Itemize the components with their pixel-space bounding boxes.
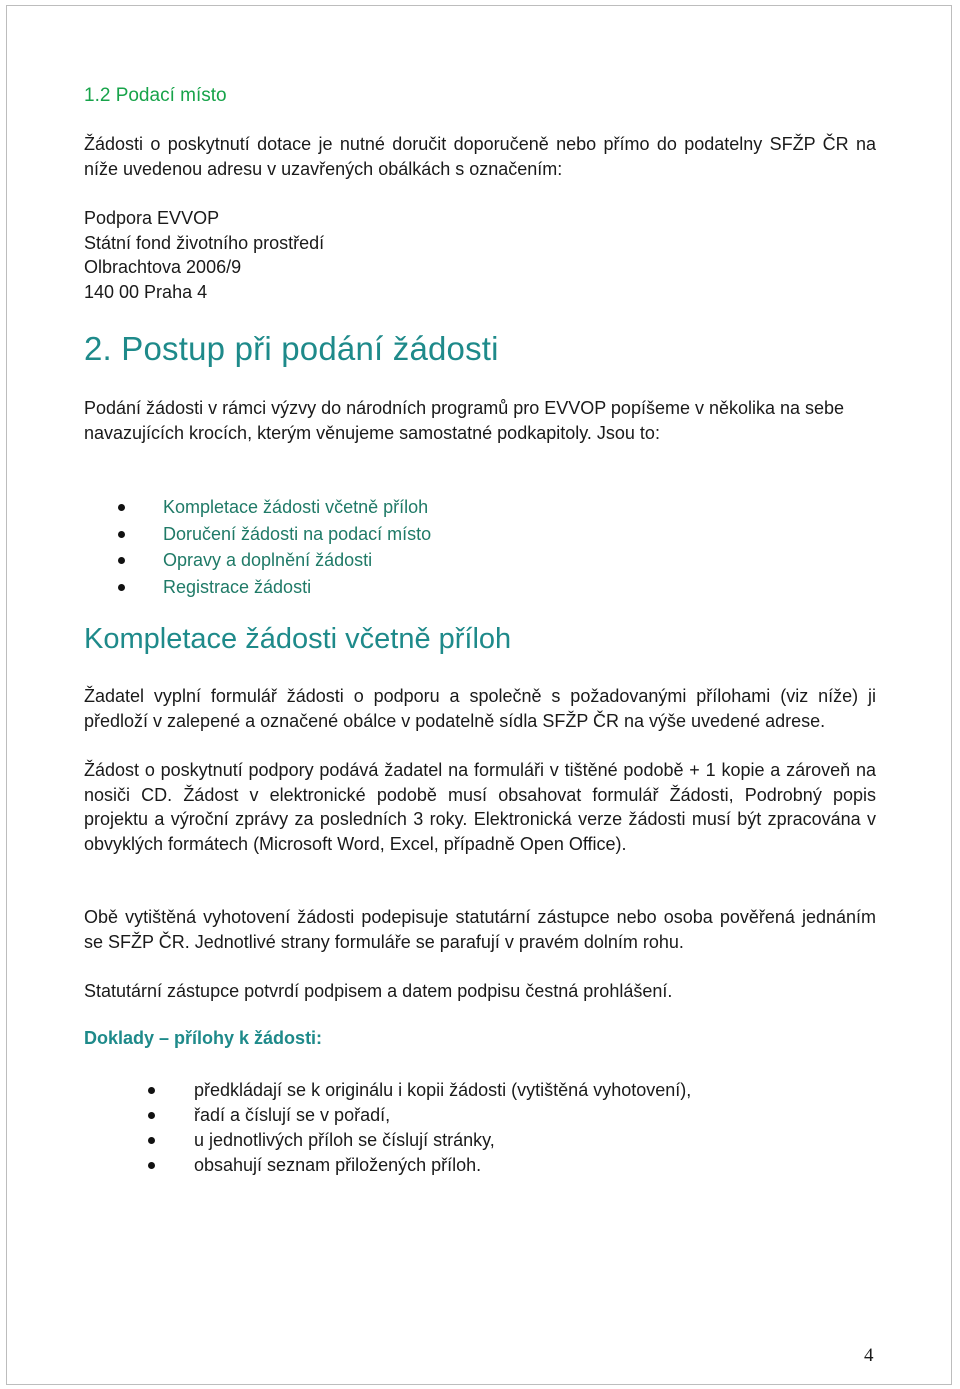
list-item: předkládají se k originálu i kopii žádosti (vytištěná vyhotovení), <box>194 1078 691 1103</box>
section-title-postup: 2. Postup při podání žádosti <box>84 330 499 367</box>
address-line: Olbrachtova 2006/9 <box>84 257 242 277</box>
doklady-list <box>194 1078 691 1178</box>
address-block <box>84 206 324 304</box>
list-item: obsahují seznam přiložených příloh. <box>194 1153 691 1178</box>
podaci-misto-intro: Žádosti o poskytnutí dotace je nutné doručit doporučeně nebo přímo do podatelny SFŽP ČR na níže uvedenou adresu v uzavřených obálkách s označením: <box>84 134 876 179</box>
list-item: Kompletace žádosti včetně příloh <box>163 494 431 521</box>
section-title-kompletace: Kompletace žádosti včetně příloh <box>84 623 512 655</box>
kompletace-paragraph-1: Žadatel vyplní formulář žádosti o podporu a společně s požadovanými přílohami (viz níže) ji předloží v zalepené a označené obálce v podatelně sídla SFŽP ČR na výše uvedené adrese. <box>84 686 876 731</box>
kompletace-paragraph-3: Obě vytištěná vyhotovení žádosti podepisuje statutární zástupce nebo osoba pověřená jednáním se SFŽP ČR. Jednotlivé strany formuláře se parafují v pravém dolním rohu. <box>84 907 876 952</box>
address-line: Podpora EVVOP <box>84 208 220 228</box>
address-line: 140 00 Praha 4 <box>84 281 208 302</box>
doklady-heading: Doklady – přílohy k žádosti: <box>84 1028 323 1048</box>
page-number: 4 <box>864 1345 874 1366</box>
steps-list <box>163 494 431 600</box>
address-line: Státní fond životního prostředí <box>84 232 325 253</box>
list-item: u jednotlivých příloh se číslují stránky, <box>194 1128 691 1153</box>
postup-intro: Podání žádosti v rámci výzvy do národních programů pro EVVOP popíšeme v několika na sebe navazujících krocích, kterým věnujeme samostatné podkapitoly. Jsou to: <box>84 398 845 443</box>
list-item: Opravy a doplnění žádosti <box>163 547 431 574</box>
list-item: řadí a číslují se v pořadí, <box>194 1103 691 1128</box>
list-item: Registrace žádosti <box>163 574 431 601</box>
kompletace-paragraph-2: Žádost o poskytnutí podpory podává žadatel na formuláři v tištěné podobě + 1 kopie a zároveň na nosiči CD. Žádost v elektronické podobě musí obsahovat formulář Žádosti, Podrobný popis projektu a výroční zprávy za posledních 3 roky. Elektronická verze žádosti musí být zpracována v obvyklých formátech (Microsoft Word, Excel, případně Open Office). <box>84 760 876 854</box>
section-heading-podaci-misto: 1.2 Podací místo <box>84 85 227 106</box>
list-item: Doručení žádosti na podací místo <box>163 521 431 548</box>
kompletace-paragraph-4: Statutární zástupce potvrdí podpisem a datem podpisu čestná prohlášení. <box>84 981 673 1001</box>
